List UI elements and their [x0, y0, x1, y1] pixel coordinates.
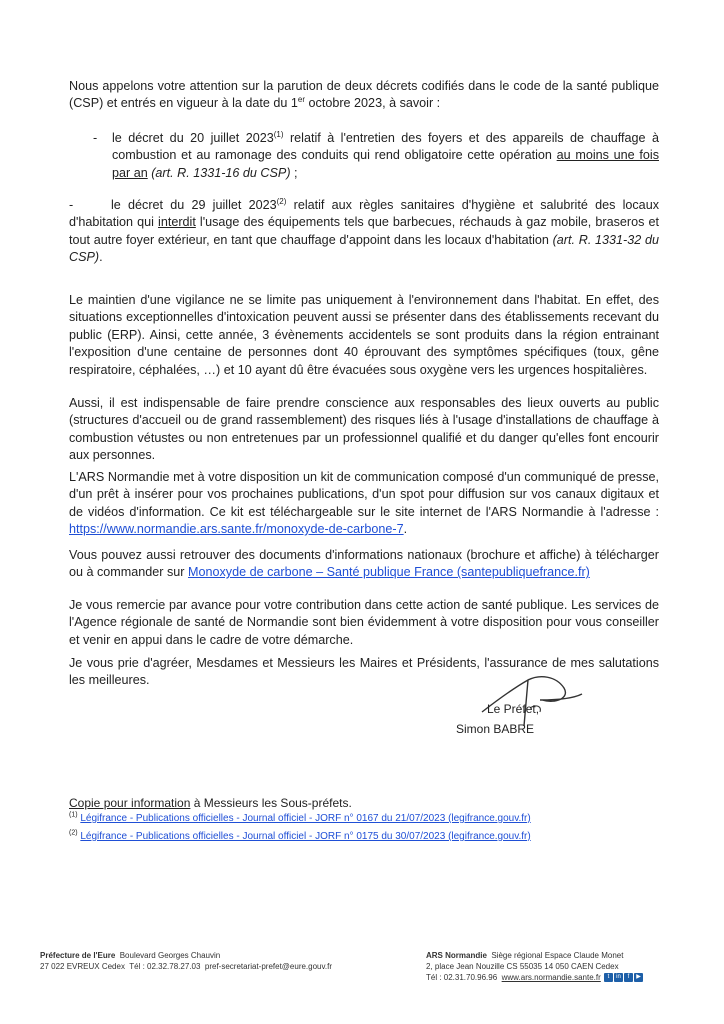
- footnote-2: $^{(2)}$ Légifrance - Publications officielles - Journal officiel - JORF n° 0175 du 30/07/2023 (legifrance.gouv.fr): [69, 829, 531, 842]
- copy-line: Copie pour information à Messieurs les Sous-préfets.: [69, 796, 352, 810]
- documents-paragraph: Vous pouvez aussi retrouver des documents d'informations nationaux (brochure et affiche) à télécharger ou à commander sur Monoxyde de carbone – Santé publique France (santepubliquefrance.fr): [69, 548, 659, 580]
- ars-website[interactable]: www.ars.normandie.sante.fr: [501, 973, 601, 982]
- twitter-icon[interactable]: t: [604, 973, 613, 982]
- bullet-dash-2: -: [69, 198, 74, 212]
- footnote-1: $^{(1)}$ Légifrance - Publications officielles - Journal officiel - JORF n° 0167 du 21/07/2023 (legifrance.gouv.fr): [69, 811, 531, 824]
- youtube-icon[interactable]: ▶: [634, 973, 643, 982]
- santepubliquefrance-link[interactable]: Monoxyde de carbone – Santé publique France (santepubliquefrance.fr): [188, 565, 590, 580]
- decree-2-paragraph: le décret du 29 juillet 2023$^{(2)}$ relatif aux règles sanitaires d'hygiène et salubrité des locaux d'habitation qui interdit l'usage des équipements tels que barbecues, réchauds à gaz mobile, braseros et tout autre foyer extérieur, en tant que chauffage d'appoint dans les locaux d'habitation (art. R. 1331-32 du CSP).: [69, 196, 659, 265]
- aussi-paragraph: Aussi, il est indispensable de faire prendre conscience aux responsables des lieux ouverts au public (structures d'accueil ou de grand rassemblement) des risques liés à l'usage d'installations de chauffage à combustion vétustes ou non entretenues par un professionnel qualifié et du danger qu'elles font encourir aux personnes.: [69, 396, 659, 463]
- prefecture-name: Préfecture de l'Eure: [40, 951, 116, 960]
- footnote-1-link[interactable]: Légifrance - Publications officielles - Journal officiel - JORF n° 0167 du 21/07/2023 (legifrance.gouv.fr): [80, 813, 531, 824]
- facebook-icon[interactable]: f: [624, 973, 633, 982]
- kit-paragraph: L'ARS Normandie met à votre disposition un kit de communication composé d'un communiqué de presse, d'un prêt à insérer pour vos prochaines publications, d'un spot pour diffusion sur vos canaux digitaux et de vidéos d'information. Ce kit est téléchargeable sur le site internet de l'ARS Normandie à l'adresse : https://www.normandie.ars.sante.fr/monoxyde-de-carbone-7.: [69, 470, 659, 537]
- decree-1-paragraph: le décret du 20 juillet 2023$^{(1)}$ relatif à l'entretien des foyers et des appareils de chauffage à combustion et au ramonage des conduits qui rend obligatoire cette opération au moins une fois par an (art. R. 1331-16 du CSP) ;: [112, 129, 660, 180]
- ars-name: ARS Normandie: [426, 951, 487, 960]
- bullet-dash-1: -: [93, 131, 98, 145]
- intro-paragraph: Nous appelons votre attention sur la parution de deux décrets codifiés dans le code de la santé publique (CSP) et entrés en vigueur à la date du 1er octobre 2023, à savoir :: [69, 79, 659, 111]
- vigilance-paragraph: Le maintien d'une vigilance ne se limite pas uniquement à l'environnement dans l'habitat. En effet, des situations exceptionnelles d'intoxication peuvent aussi se présenter dans des établissements recevant du public (ERP). Ainsi, cette année, 3 évènements accidentels se sont produits dans la région entrainant l'exposition d'une centaine de personnes dont 40 éprouvant des symptômes spécifiques (toux, gêne respiratoire, céphalées, …) et 10 ayant dû être évacuées sous oxygène vers les urgences hospitalières.: [69, 293, 659, 377]
- footer-ars: ARS Normandie Siège régional Espace Claude Monet 2, place Jean Nouzille CS 55035 14 050 CAEN Cedex Tél : 02.31.70.96.96 www.ars.normandie.sante.fr t in f ▶: [426, 950, 716, 983]
- closing-paragraph: Je vous prie d'agréer, Mesdames et Messieurs les Maires et Présidents, l'assurance de mes salutations les meilleures.: [69, 656, 659, 688]
- footnote-2-link[interactable]: Légifrance - Publications officielles - Journal officiel - JORF n° 0175 du 30/07/2023 (legifrance.gouv.fr): [80, 831, 531, 842]
- thanks-paragraph: Je vous remercie par avance pour votre contribution dans cette action de santé publique. Les services de l'Agence régionale de santé de Normandie sont bien évidemment à votre disposition pour vous conseiller et venir en appui dans le cadre de votre démarche.: [69, 598, 659, 647]
- signatory-title: Le Préfet,: [487, 702, 540, 716]
- ars-kit-link[interactable]: https://www.normandie.ars.sante.fr/monoxyde-de-carbone-7: [69, 522, 404, 537]
- linkedin-icon[interactable]: in: [614, 973, 623, 982]
- footer-prefecture: Préfecture de l'Eure Boulevard Georges Chauvin 27 022 EVREUX Cedex Tél : 02.32.78.27.03 pref-secretariat-prefet@eure.gouv.fr: [40, 951, 333, 971]
- signatory-name: Simon BABRE: [456, 722, 535, 736]
